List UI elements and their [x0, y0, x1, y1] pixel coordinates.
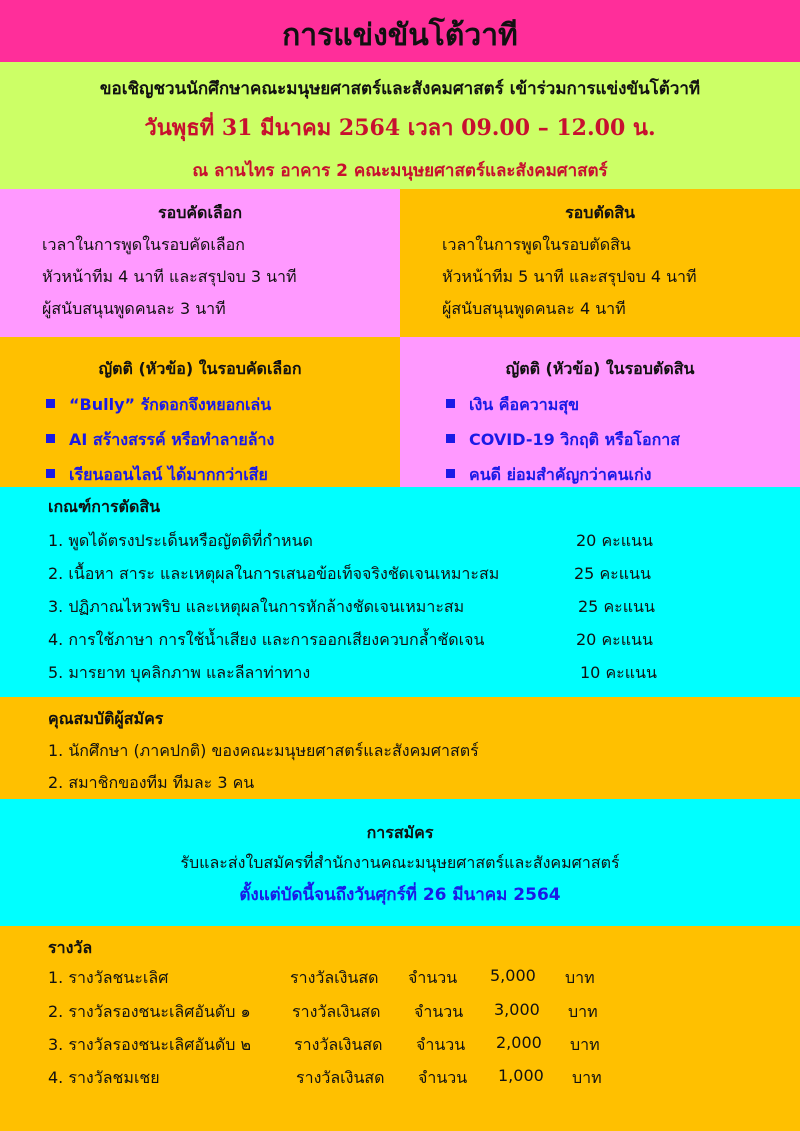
topic-item [446, 428, 680, 453]
prize-unit: บาท [568, 1002, 598, 1021]
prize-rank: 1. รางวัลชนะเลิศ [48, 968, 169, 987]
final-round-heading: รอบตัดสิน [565, 203, 635, 222]
qualifications-section [0, 697, 800, 799]
qualifying-round-line: เวลาในการพูดในรอบคัดเลือก [42, 235, 245, 254]
topic-item [46, 463, 268, 488]
criteria-item: 3. ปฏิภาณไหวพริบ และเหตุผลในการหักล้างชัดเจนเหมาะสม [48, 597, 465, 616]
event-venue: ณ ลานไทร อาคาร 2 คณะมนุษยศาสตร์และสังคมศาสตร์ [192, 161, 608, 181]
criteria-item: 5. มารยาท บุคลิกภาพ และลีลาท่าทาง [48, 663, 311, 682]
qualifying-topics-heading: ญัตติ (หัวข้อ) ในรอบคัดเลือก [98, 359, 302, 378]
prize-type: รางวัลเงินสด [290, 968, 379, 987]
registration-deadline: ตั้งแต่บัดนี้จนถึงวันศุกร์ที่ 26 มีนาคม 2564 [239, 885, 561, 905]
topic-item [446, 393, 579, 418]
prize-type: รางวัลเงินสด [296, 1068, 385, 1087]
criteria-score: 25 คะแนน [574, 564, 651, 583]
prize-type: รางวัลเงินสด [292, 1002, 381, 1021]
prize-amount-label: จำนวน [416, 1035, 466, 1054]
qualification-item: 2. สมาชิกของทีม ทีมละ 3 คน [48, 773, 255, 792]
final-topics-heading: ญัตติ (หัวข้อ) ในรอบตัดสิน [505, 359, 695, 378]
prize-rank: 4. รางวัลชมเชย [48, 1068, 160, 1087]
bullet-square-icon [446, 399, 455, 408]
prize-amount-label: จำนวน [418, 1068, 468, 1087]
final-round-line: ผู้สนับสนุนพูดคนละ 4 นาที [442, 299, 626, 318]
topic-item [446, 463, 651, 488]
topic-item [46, 428, 274, 453]
final-topics-panel [400, 337, 800, 487]
prize-amount: 5,000 [490, 966, 536, 985]
topic-text: “Bully” รักดอกจึงหยอกเล่น [69, 395, 272, 414]
page-title: การแข่งขันโต้วาที [282, 18, 518, 53]
final-round-panel [400, 189, 800, 337]
prize-rank: 3. รางวัลรองชนะเลิศอันดับ ๒ [48, 1035, 252, 1054]
bullet-square-icon [46, 469, 55, 478]
registration-instructions: รับและส่งใบสมัครที่สำนักงานคณะมนุษยศาสตร์และสังคมศาสตร์ [180, 853, 620, 872]
criteria-score: 20 คะแนน [576, 630, 653, 649]
qualifications-heading: คุณสมบัติผู้สมัคร [48, 709, 164, 728]
title-banner [0, 0, 800, 62]
bullet-square-icon [446, 469, 455, 478]
registration-section [0, 799, 800, 926]
criteria-score: 10 คะแนน [580, 663, 657, 682]
intro-section [0, 62, 800, 189]
bullet-square-icon [46, 399, 55, 408]
criteria-item: 2. เนื้อหา สาระ และเหตุผลในการเสนอข้อเท็จจริงชัดเจนเหมาะสม [48, 564, 500, 583]
final-round-line: เวลาในการพูดในรอบตัดสิน [442, 235, 631, 254]
topic-text: COVID-19 วิกฤติ หรือโอกาส [469, 430, 681, 449]
prizes-section [0, 926, 800, 1131]
prize-unit: บาท [565, 968, 595, 987]
final-round-line: หัวหน้าทีม 5 นาที และสรุปจบ 4 นาที [442, 267, 697, 286]
invitation-text: ขอเชิญชวนนักศึกษาคณะมนุษยศาสตร์และสังคมศาสตร์ เข้าร่วมการแข่งขันโต้วาที [99, 79, 701, 99]
prize-amount: 1,000 [498, 1066, 544, 1085]
qualifying-topics-panel [0, 337, 400, 487]
prize-type: รางวัลเงินสด [294, 1035, 383, 1054]
prize-amount-label: จำนวน [414, 1002, 464, 1021]
topic-text: เรียนออนไลน์ ได้มากกว่าเสีย [69, 465, 268, 484]
qualifying-round-heading: รอบคัดเลือก [157, 203, 243, 222]
qualifying-round-line: หัวหน้าทีม 4 นาที และสรุปจบ 3 นาที [42, 267, 297, 286]
bullet-square-icon [46, 434, 55, 443]
topic-text: เงิน คือความสุข [469, 395, 580, 414]
prizes-heading: รางวัล [48, 938, 93, 957]
prize-rank: 2. รางวัลรองชนะเลิศอันดับ ๑ [48, 1002, 251, 1021]
prize-unit: บาท [572, 1068, 602, 1087]
criteria-heading: เกณฑ์การตัดสิน [48, 497, 161, 516]
criteria-score: 25 คะแนน [578, 597, 655, 616]
bullet-square-icon [446, 434, 455, 443]
qualifying-round-panel [0, 189, 400, 337]
topic-text: คนดี ย่อมสำคัญกว่าคนเก่ง [469, 465, 652, 484]
prize-amount: 3,000 [494, 1000, 540, 1019]
criteria-item: 1. พูดได้ตรงประเด็นหรือญัตติที่กำหนด [48, 531, 313, 550]
topic-text: AI สร้างสรรค์ หรือทำลายล้าง [69, 430, 275, 449]
criteria-score: 20 คะแนน [576, 531, 653, 550]
prize-amount: 2,000 [496, 1033, 542, 1052]
qualification-item: 1. นักศึกษา (ภาคปกติ) ของคณะมนุษยศาสตร์และสังคมศาสตร์ [48, 741, 479, 760]
qualifying-round-line: ผู้สนับสนุนพูดคนละ 3 นาที [42, 299, 226, 318]
registration-heading: การสมัคร [366, 823, 434, 842]
prize-unit: บาท [570, 1035, 600, 1054]
prize-amount-label: จำนวน [408, 968, 458, 987]
topic-item [46, 393, 271, 418]
criteria-item: 4. การใช้ภาษา การใช้น้ำเสียง และการออกเสียงควบกล้ำชัดเจน [48, 630, 485, 649]
criteria-section [0, 487, 800, 697]
event-datetime: วันพุธที่ 31 มีนาคม 2564 เวลา 09.00 – 12.00 น. [144, 115, 656, 141]
